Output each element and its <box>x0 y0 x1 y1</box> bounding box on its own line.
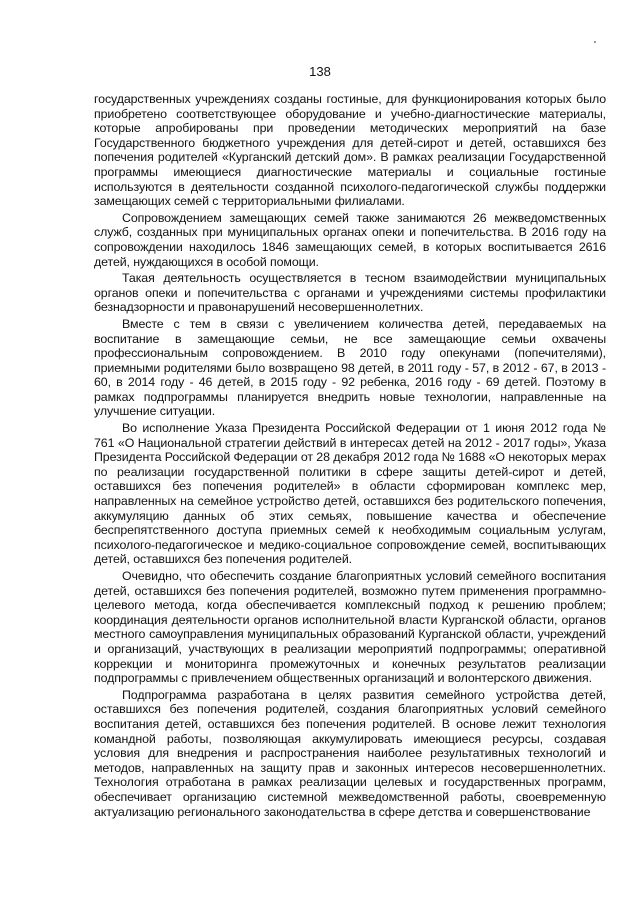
paragraph-6: Очевидно, что обеспечить создание благоприятных условий семейного воспитания детей, оставшихся без попечения родителей, возможно путем применения программно-целевого метода, когда обеспечивается комплексный подход к решению проблем; координация деятельности органов исполнительной власти Курганской области, органов местного самоуправления муниципальных образований Курганской области, учреждений и организаций, участвующих в реализации мероприятий подпрограммы; оперативной коррекции и мониторинга промежуточных и конечных результатов реализации подпрограммы с привлечением общественных организаций и волонтерского движения. <box>94 569 606 686</box>
page-number: 138 <box>309 64 331 79</box>
paragraph-3: Такая деятельность осуществляется в тесном взаимодействии муниципальных органов опеки и попечительства с органами и учреждениями системы профилактики безнадзорности и правонарушений несовершеннолетних. <box>94 271 606 315</box>
paragraph-7: Подпрограмма разработана в целях развития семейного устройства детей, оставшихся без попечения родителей, создания благоприятных условий семейного воспитания детей, оставшихся без попечения родителей. В основе лежит технология командной работы, позволяющая аккумулировать имеющиеся ресурсы, создавая условия для внедрения и распространения наиболее результативных технологий и методов, направленных на защиту прав и законных интересов несовершеннолетних. Технология отработана в рамках реализации целевых и государственных программ, обеспечивает организацию системной межведомственной работы, своевременную актуализацию регионального законодательства в сфере детства и совершенствование <box>94 687 606 819</box>
paragraph-1: государственных учреждениях созданы гостиные, для функционирования которых было приобретено соответствующее оборудование и учебно-диагностические материалы, которые апробированы при проведении методических мероприятий на базе Государственного бюджетного учреждения для детей-сирот и детей, оставшихся без попечения родителей «Курганский детский дом». В рамках реализации Государственной программы имеющиеся диагностические материалы и социальные гостиные используются в деятельности созданной психолого-педагогической службы поддержки замещающих семей с территориальными филиалами. <box>94 92 606 209</box>
paragraph-4: Вместе с тем в связи с увеличением количества детей, передаваемых на воспитание в замещающие семьи, не все замещающие семьи охвачены профессиональным сопровождением. В 2010 году опекунами (попечителями), приемными родителями было возвращено 98 детей, в 2011 году - 57, в 2012 - 67, в 2013 - 60, в 2014 году - 46 детей, в 2015 году - 92 ребенка, 2016 году - 69 детей. Поэтому в рамках подпрограммы планируется внедрить новые технологии, направленные на улучшение ситуации. <box>94 316 606 419</box>
paragraph-2: Сопровождением замещающих семей также занимаются 26 межведомственных служб, созданных при муниципальных органах опеки и попечительства. В 2016 году на сопровождении находилось 1846 замещающих семей, в которых воспитывается 2616 детей, нуждающихся в особой помощи. <box>94 210 606 269</box>
document-body <box>94 92 606 821</box>
scan-speck <box>594 41 596 43</box>
paragraph-5: Во исполнение Указа Президента Российской Федерации от 1 июня 2012 года № 761 «О Национальной стратегии действий в интересах детей на 2012 - 2017 годы», Указа Президента Российской Федерации от 28 декабря 2012 года № 1688 «О некоторых мерах по реализации государственной политики в сфере защиты детей-сирот и детей, оставшихся без попечения родителей» в области сформирован комплекс мер, направленных на семейное устройство детей, оставшихся без родительского попечения, аккумуляцию данных об этих семьях, повышение качества и обеспечение беспрепятственного доступа приемных семей к необходимым социальным услугам, психолого-педагогическое и медико-социальное сопровождение семей, воспитывающих детей, оставшихся без попечения родителей. <box>94 421 606 567</box>
